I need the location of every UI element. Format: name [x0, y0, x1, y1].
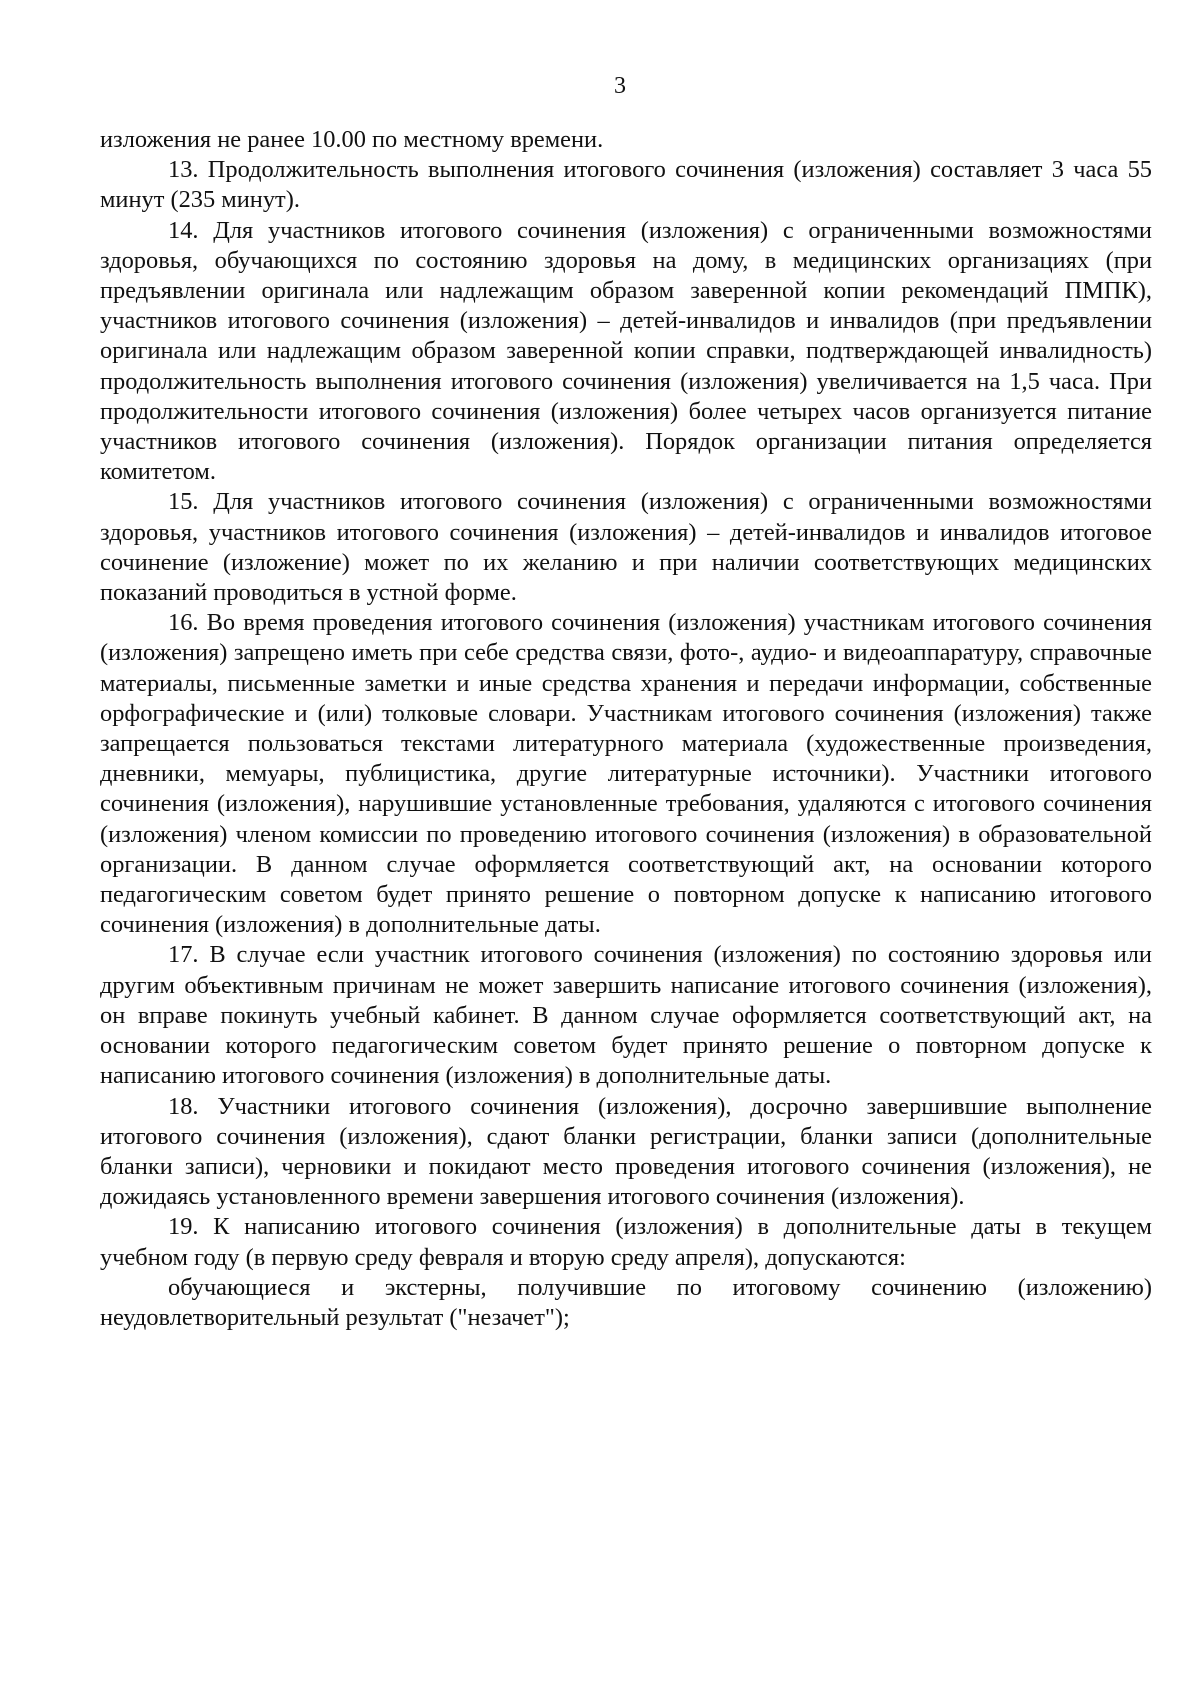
paragraph-13: 13. Продолжительность выполнения итогового сочинения (изложения) составляет 3 часа 55 минут (235 минут).: [100, 156, 1152, 214]
paragraph-19-list-item: обучающиеся и экстерны, получившие по итоговому сочинению (изложению) неудовлетворительный результат ("незачет");: [100, 1273, 1152, 1331]
paragraph-14: 14. Для участников итогового сочинения (изложения) с ограниченными возможностями здоровья, обучающихся по состоянию здоровья на дому, в медицинских организациях (при предъявлении оригинала или надлежащим образом заверенной копии рекомендаций ПМПК), участников итогового сочинения (изложения) – детей-инвалидов и инвалидов (при предъявлении оригинала или надлежащим образом заверенной копии справки, подтверждающей инвалидность) продолжительность выполнения итогового сочинения (изложения) увеличивается на 1,5 часа. При продолжительности итогового сочинения (изложения) более четырех часов организуется питание участников итогового сочинения (изложения). Порядок организации питания определяется комитетом.: [100, 216, 1152, 486]
paragraph-19: 19. К написанию итогового сочинения (изложения) в дополнительные даты в текущем учебном году (в первую среду февраля и вторую среду апреля), допускаются:: [100, 1213, 1152, 1271]
page-number: 3: [614, 73, 626, 99]
paragraph-15: 15. Для участников итогового сочинения (изложения) с ограниченными возможностями здоровья, участников итогового сочинения (изложения) – детей-инвалидов и инвалидов итоговое сочинение (изложение) может по их желанию и при наличии соответствующих медицинских показаний проводиться в устной форме.: [100, 488, 1152, 607]
paragraph-16: 16. Во время проведения итогового сочинения (изложения) участникам итогового сочинения (изложения) запрещено иметь при себе средства связи, фото-, аудио- и видеоаппаратуру, справочные материалы, письменные заметки и иные средства хранения и передачи информации, собственные орфографические и (или) толковые словари. Участникам итогового сочинения (изложения) также запрещается пользоваться текстами литературного материала (художественные произведения, дневники, мемуары, публицистика, другие литературные источники). Участники итогового сочинения (изложения), нарушившие установленные требования, удаляются с итогового сочинения (изложения) членом комиссии по проведению итогового сочинения (изложения) в образовательной организации. В данном случае оформляется соответствующий акт, на основании которого педагогическим советом будет принято решение о повторном допуске к написанию итогового сочинения (изложения) в дополнительные даты.: [100, 609, 1152, 939]
paragraph-18: 18. Участники итогового сочинения (изложения), досрочно завершившие выполнение итогового сочинения (изложения), сдают бланки регистрации, бланки записи (дополнительные бланки записи), черновики и покидают место проведения итогового сочинения (изложения), не дожидаясь установленного времени завершения итогового сочинения (изложения).: [100, 1092, 1152, 1211]
paragraph-17: 17. В случае если участник итогового сочинения (изложения) по состоянию здоровья или другим объективным причинам не может завершить написание итогового сочинения (изложения), он вправе покинуть учебный кабинет. В данном случае оформляется соответствующий акт, на основании которого педагогическим советом будет принято решение о повторном допуске к написанию итогового сочинения (изложения) в дополнительные даты.: [100, 941, 1152, 1090]
paragraph-continuation: изложения не ранее 10.00 по местному времени.: [100, 126, 604, 153]
document-body: [100, 125, 1152, 1333]
